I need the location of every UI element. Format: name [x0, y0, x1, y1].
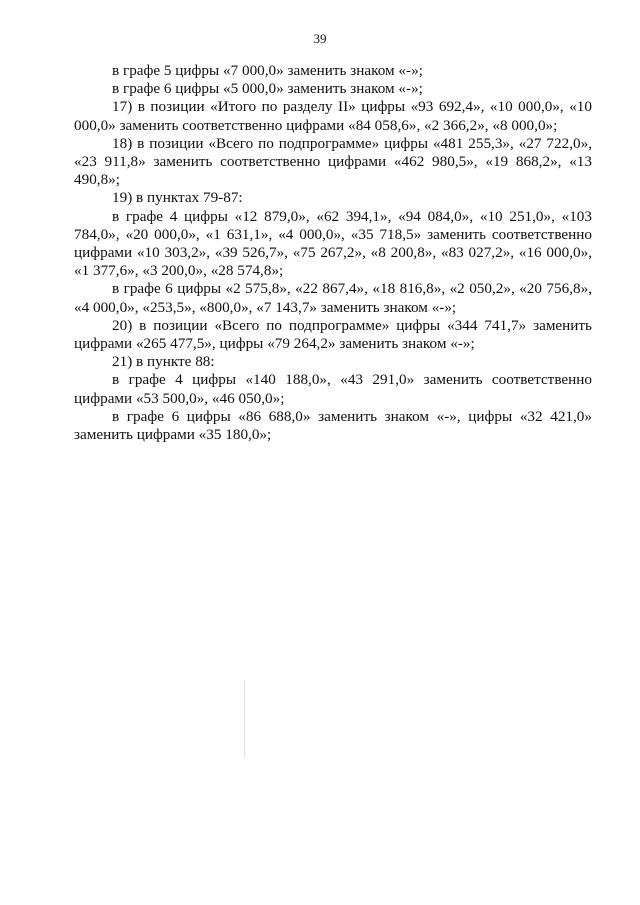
- paragraph-item-21-column4: в графе 4 цифры «140 188,0», «43 291,0» заменить соответственно цифрами «53 500,0», «46 050,0»;: [74, 371, 592, 407]
- scan-artifact-line: [244, 680, 245, 758]
- paragraph-column6-replacement: в графе 6 цифры «5 000,0» заменить знаком «-»;: [112, 80, 423, 98]
- page-number: 39: [313, 31, 327, 46]
- paragraph-item-18: 18) в позиции «Всего по подпрограмме» цифры «481 255,3», «27 722,0», «23 911,8» заменить соответственно цифрами «462 980,5», «19 868,2», «13 490,8»;: [74, 134, 592, 189]
- paragraph-item-19: 19) в пунктах 79-87:: [112, 189, 243, 207]
- paragraph-item-17: 17) в позиции «Итого по разделу II» цифры «93 692,4», «10 000,0», «10 000,0» заменить соответственно цифрами «84 058,6», «2 366,2», «8 000,0»;: [74, 98, 592, 134]
- document-body: [74, 62, 592, 444]
- paragraph-item-21-column6: в графе 6 цифры «86 688,0» заменить знаком «-», цифры «32 421,0» заменить цифрами «35 180,0»;: [74, 407, 592, 444]
- paragraph-item-19-column6: в графе 6 цифры «2 575,8», «22 867,4», «18 816,8», «2 050,2», «20 756,8», «4 000,0», «253,5», «800,0», «7 143,7» заменить знаком «-»;: [74, 280, 592, 316]
- paragraph-item-19-column4: в графе 4 цифры «12 879,0», «62 394,1», «94 084,0», «10 251,0», «103 784,0», «20 000,0», «1 631,1», «4 000,0», «35 718,5» заменить соответственно цифрами «10 303,2», «39 526,7», «75 267,2», «8 200,8», «83 027,2», «16 000,0», «1 377,6», «3 200,0», «28 574,8»;: [74, 207, 592, 280]
- paragraph-column5-replacement: в графе 5 цифры «7 000,0» заменить знаком «-»;: [112, 62, 423, 79]
- paragraph-item-20: 20) в позиции «Всего по подпрограмме» цифры «344 741,7» заменить цифрами «265 477,5», цифры «79 264,2» заменить знаком «-»;: [74, 316, 592, 353]
- paragraph-item-21: 21) в пункте 88:: [112, 353, 215, 371]
